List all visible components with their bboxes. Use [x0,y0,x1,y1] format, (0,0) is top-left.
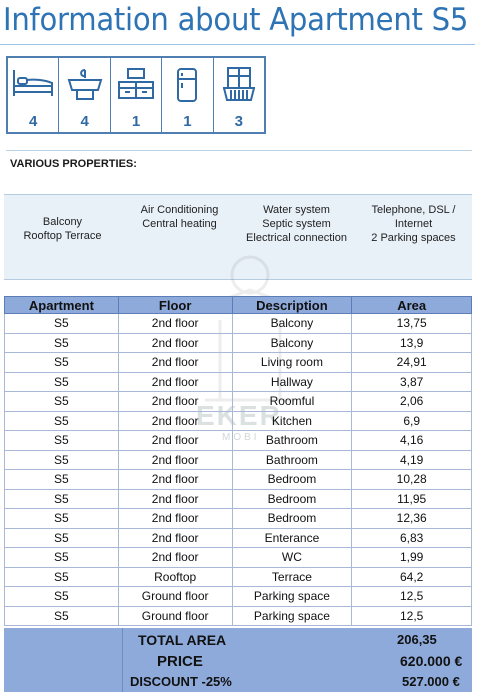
cell-floor: 2nd floor [118,392,232,412]
watermark-subtext: MOBI [222,432,260,443]
property-item: Balcony [42,216,83,228]
fridge-count: 1 [183,113,192,130]
header-floor: Floor [118,297,232,314]
header-description: Description [232,297,352,314]
total-area-value: 206,35 [397,632,437,647]
property-item: Water system [263,204,330,216]
cell-floor: 2nd floor [118,509,232,529]
cell-area: 1,99 [352,548,472,568]
property-item: Telephone, DSL / [371,204,456,216]
bed-count: 4 [29,113,38,130]
cell-description: Parking space [232,606,352,626]
cell-floor: 2nd floor [118,333,232,353]
cell-floor: 2nd floor [118,411,232,431]
cell-apartment: S5 [5,372,119,392]
table-row [5,392,472,412]
table-row [5,333,472,353]
cell-floor: Rooftop [118,567,232,587]
cell-area: 24,91 [352,353,472,373]
cell-area: 11,95 [352,489,472,509]
cell-area: 13,75 [352,314,472,334]
cell-area: 4,19 [352,450,472,470]
amenity-icon-strip [6,56,266,134]
cell-description: Bedroom [232,470,352,490]
kitchen-count: 1 [131,113,141,130]
cell-description: Enterance [232,528,352,548]
cell-area: 12,5 [352,587,472,607]
cell-description: Bathroom [232,450,352,470]
cell-apartment: S5 [5,333,119,353]
sink-icon [65,66,105,102]
cell-description: Kitchen [232,411,352,431]
cell-area: 4,16 [352,431,472,451]
cell-area: 12,5 [352,606,472,626]
bed-icon [11,66,55,100]
discount-value: 527.000 € [402,674,460,689]
table-row [5,411,472,431]
cell-floor: 2nd floor [118,431,232,451]
table-row [5,528,472,548]
cell-apartment: S5 [5,411,119,431]
table-row [5,606,472,626]
cell-apartment: S5 [5,314,119,334]
table-row [5,509,472,529]
property-item: Central heating [142,218,217,230]
balcony-count: 3 [234,113,243,130]
fridge-icon [172,66,202,104]
cell-floor: 2nd floor [118,489,232,509]
icon-cell-sink [59,58,110,132]
table-row [5,470,472,490]
table-row [5,489,472,509]
cell-floor: 2nd floor [118,314,232,334]
table-header-row [5,297,472,314]
balcony-icon [219,66,259,104]
table-row [5,431,472,451]
sink-count: 4 [80,113,89,130]
cell-area: 12,36 [352,509,472,529]
cell-apartment: S5 [5,353,119,373]
cell-apartment: S5 [5,528,119,548]
cell-description: Roomful [232,392,352,412]
cell-description: Hallway [232,372,352,392]
table-row [5,587,472,607]
cell-area: 6,83 [352,528,472,548]
cell-description: Bedroom [232,509,352,529]
price-value: 620.000 € [400,653,463,669]
properties-col-4 [355,195,472,279]
cell-apartment: S5 [5,567,119,587]
cell-floor: Ground floor [118,606,232,626]
page-title: Information about Apartment S5 [3,2,469,38]
table-row [5,372,472,392]
totals-divider [122,628,123,692]
property-item: Internet [394,218,433,230]
cell-apartment: S5 [5,587,119,607]
area-table [4,296,472,626]
cell-area: 6,9 [352,411,472,431]
header-apartment: Apartment [5,297,119,314]
properties-col-1 [4,195,121,279]
table-row [5,353,472,373]
cell-floor: 2nd floor [118,528,232,548]
cell-floor: 2nd floor [118,548,232,568]
cell-apartment: S5 [5,606,119,626]
cell-description: Living room [232,353,352,373]
table-row [5,548,472,568]
cell-area: 10,28 [352,470,472,490]
cell-floor: 2nd floor [118,450,232,470]
total-area-label: TOTAL AREA [138,632,227,648]
discount-label: DISCOUNT -25% [130,674,232,689]
cell-description: Bedroom [232,489,352,509]
icon-cell-fridge [162,58,213,132]
property-item: Rooftop Terrace [23,230,102,242]
cell-area: 2,06 [352,392,472,412]
price-label: PRICE [157,653,203,670]
cell-apartment: S5 [5,450,119,470]
watermark-text: EKER [196,400,282,431]
cell-apartment: S5 [5,470,119,490]
title-divider [0,44,475,45]
cell-floor: 2nd floor [118,372,232,392]
cell-area: 13,9 [352,333,472,353]
property-item: Air Conditioning [140,204,219,216]
properties-label: VARIOUS PROPERTIES: [10,158,137,170]
cell-description: Balcony [232,333,352,353]
cell-floor: 2nd floor [118,470,232,490]
icon-cell-kitchen [111,58,162,132]
cell-description: WC [232,548,352,568]
header-area: Area [352,297,472,314]
icon-cell-bed [8,58,59,132]
cell-apartment: S5 [5,509,119,529]
cell-apartment: S5 [5,431,119,451]
cell-apartment: S5 [5,548,119,568]
cell-description: Bathroom [232,431,352,451]
icon-cell-balcony [214,58,264,132]
section-divider [6,150,472,151]
cell-description: Terrace [232,567,352,587]
property-item: 2 Parking spaces [371,232,456,244]
totals-panel [4,628,472,692]
cell-apartment: S5 [5,392,119,412]
cell-floor: Ground floor [118,587,232,607]
cell-description: Balcony [232,314,352,334]
cell-floor: 2nd floor [118,353,232,373]
cell-area: 64,2 [352,567,472,587]
cell-area: 3,87 [352,372,472,392]
table-row [5,567,472,587]
cell-description: Parking space [232,587,352,607]
property-item: Electrical connection [246,232,347,244]
table-row [5,314,472,334]
cell-apartment: S5 [5,489,119,509]
property-item: Septic system [262,218,331,230]
kitchen-icon [116,66,156,102]
table-row [5,450,472,470]
